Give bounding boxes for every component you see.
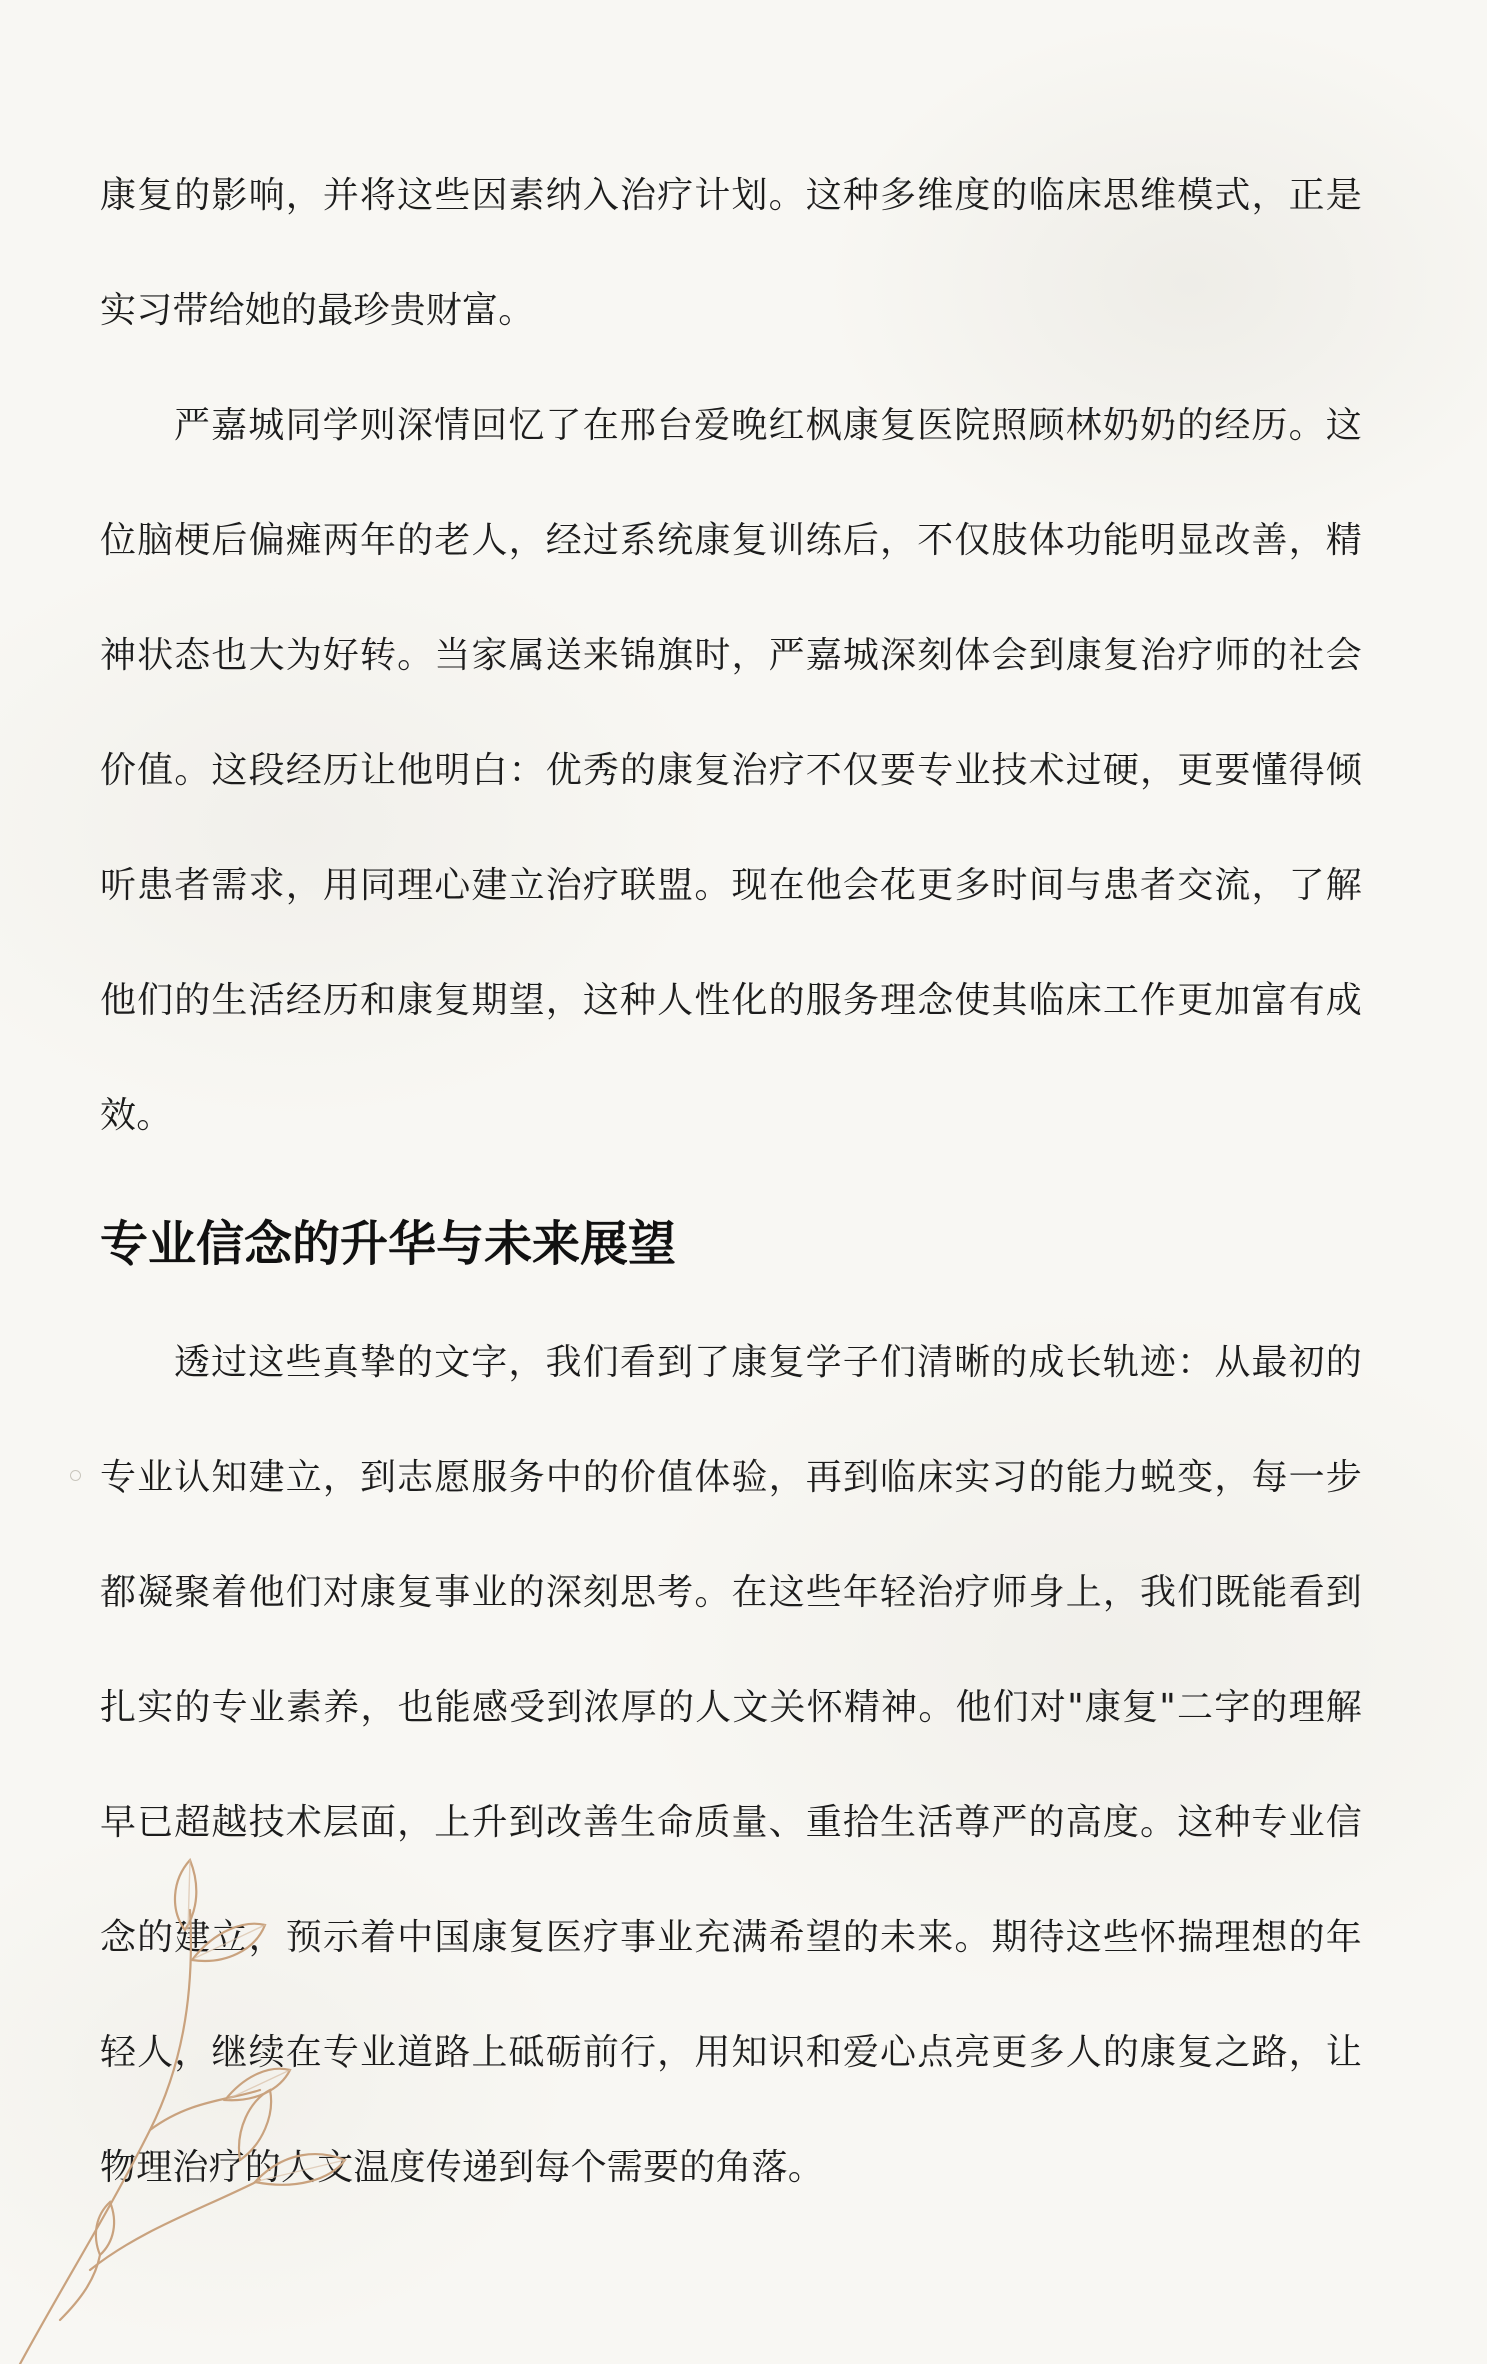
paragraph-continued: 康复的影响，并将这些因素纳入治疗计划。这种多维度的临床思维模式，正是实习带给她的最珍贵财富。 [100, 175, 1362, 331]
paragraph-yan-jiacheng: 严嘉城同学则深情回忆了在邢台爱晚红枫康复医院照顾林奶奶的经历。这位脑梗后偏瘫两年的老人，经过系统康复训练后，不仅肢体功能明显改善，精神状态也大为好转。当家属送来锦旗时，严嘉城深刻体会到康复治疗师的社会价值。这段经历让他明白：优秀的康复治疗不仅要专业技术过硬，更要懂得倾听患者需求，用同理心建立治疗联盟。现在他会花更多时间与患者交流，了解他们的生活经历和康复期望，这种人性化的服务理念使其临床工作更加富有成效。 [100, 405, 1362, 1136]
section-paragraph: 透过这些真挚的文字，我们看到了康复学子们清晰的成长轨迹：从最初的专业认知建立，到志愿服务中的价值体验，再到临床实习的能力蜕变，每一步都凝聚着他们对康复事业的深刻思考。在这些年轻治疗师身上，我们既能看到扎实的专业素养，也能感受到浓厚的人文关怀精神。他们对"康复"二字的理解早已超越技术层面，上升到改善生命质量、重拾生活尊严的高度。这种专业信念的建立，预示着中国康复医疗事业充满希望的未来。期待这些怀揣理想的年轻人，继续在专业道路上砥砺前行，用知识和爱心点亮更多人的康复之路，让物理治疗的人文温度传递到每个需要的角落。 [100, 1342, 1362, 2188]
section-title: 专业信念的升华与未来展望 [100, 1216, 677, 1272]
decorative-dot [70, 1470, 81, 1481]
document-body [100, 138, 1362, 2225]
